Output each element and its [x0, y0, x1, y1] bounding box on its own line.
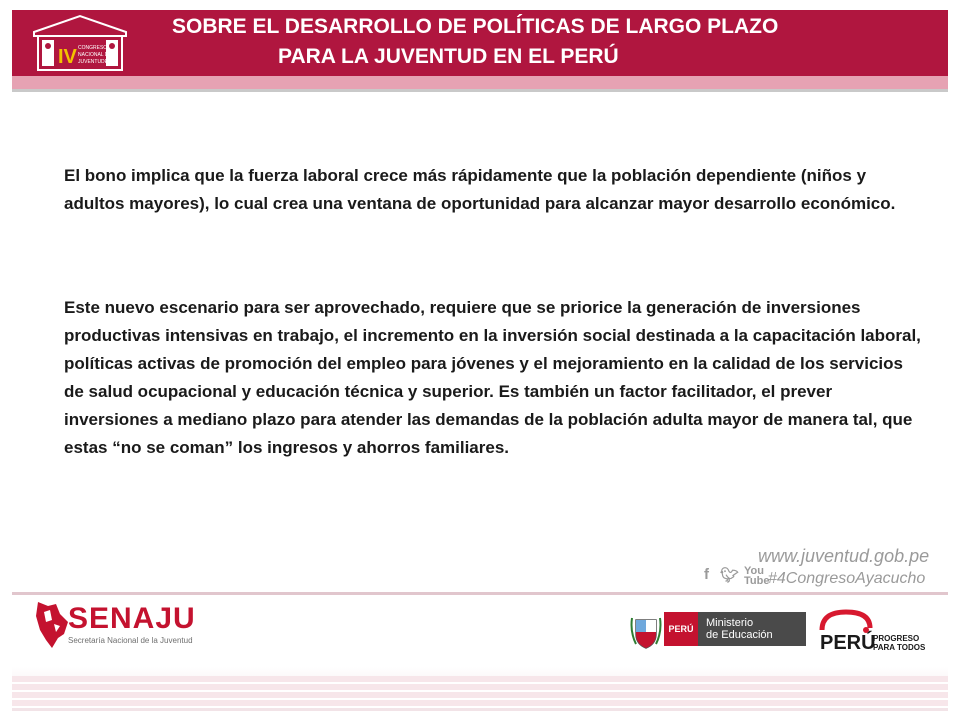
facebook-icon[interactable]: f — [704, 566, 709, 583]
peru-tagline-2: PARA TODOS — [873, 643, 926, 652]
header-stripe — [12, 76, 948, 92]
minedu-logo — [698, 612, 806, 646]
minedu-peru-flag: PERÚ — [664, 612, 698, 646]
page-title — [150, 12, 930, 72]
svg-text:NACIONAL DE: NACIONAL DE — [78, 52, 112, 58]
youtube-icon[interactable]: You Tube — [744, 565, 770, 587]
paragraph-bono: El bono implica que la fuerza laboral crece más rápidamente que la población dependiente (niños y adultos mayores), lo cual crea una ventana de oportunidad para alcanzar mayor desarrollo económico. — [64, 166, 896, 213]
website-link[interactable]: www.juventud.gob.pe — [758, 546, 930, 566]
twitter-icon[interactable]: 🐦︎ — [720, 567, 740, 584]
logo-numeral: IV — [58, 46, 77, 68]
peru-tagline — [873, 634, 925, 652]
hashtag: #4CongresoAyacucho — [768, 570, 926, 587]
congreso-juventudes-logo — [30, 14, 130, 72]
peru-brand-text: PERÚ — [820, 632, 876, 654]
minedu-line-1: Ministerio — [706, 617, 754, 629]
svg-text:CONGRESO: CONGRESO — [78, 45, 108, 51]
title-line-1: SOBRE EL DESARROLLO DE POLÍTICAS DE LARGO PLAZO — [172, 15, 779, 38]
peru-coat-of-arms-icon — [630, 614, 662, 650]
svg-text:JUVENTUDES: JUVENTUDES — [78, 59, 112, 65]
senaju-map-icon — [34, 600, 70, 650]
minedu-line-2: de Educación — [706, 629, 773, 641]
title-line-2: PARA LA JUVENTUD EN EL PERÚ — [278, 45, 619, 68]
senaju-subtitle: Secretaría Nacional de la Juventud — [68, 636, 193, 645]
footer-stripes — [12, 676, 948, 708]
senaju-logo-text: SENAJU — [68, 602, 196, 635]
peru-tagline-1: PROGRESO — [873, 634, 920, 643]
paragraph-escenario: Este nuevo escenario para ser aprovechado, requiere que se priorice la generación de inversiones productivas intensivas en trabajo, el incremento en la inversión social destinada a la capacitación laboral, políticas activas de promoción del empleo para jóvenes y el mejoramiento en la calidad de los servicios de salud ocupacional y educación técnica y superior. Es también un factor facilitador, el prever inversiones a mediano plazo para atender las demandas de la población adulta mayor de manera tal, que estas “no se coman” los ingresos y ahorros familiares. — [64, 298, 921, 457]
